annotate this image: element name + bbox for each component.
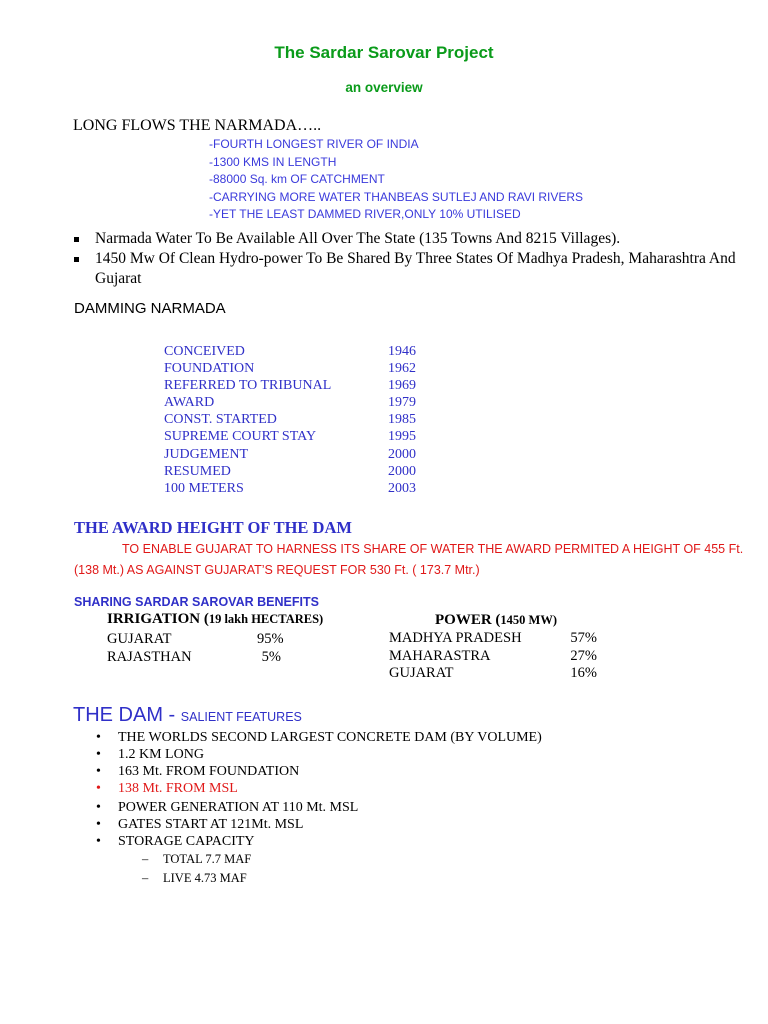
timeline-event: CONST. STARTED (164, 412, 277, 428)
bullet-icon: • (96, 834, 101, 849)
page-subtitle: an overview (345, 80, 423, 95)
timeline-row (164, 428, 416, 445)
bullet-icon: • (96, 730, 101, 745)
feature-text: GATES START AT 121Mt. MSL (118, 817, 304, 832)
state-share: 16% (570, 665, 597, 681)
timeline-event: CONCEIVED (164, 344, 245, 359)
fact-item: -1300 KMS IN LENGTH (209, 154, 337, 169)
feature-item (96, 833, 542, 850)
timeline-year: 1979 (388, 395, 416, 411)
fact-item: -88000 Sq. km OF CATCHMENT (209, 172, 385, 186)
timeline-row (164, 377, 416, 394)
sharing-heading: SHARING SARDAR SAROVAR BENEFITS (74, 595, 319, 609)
timeline-event: AWARD (164, 395, 215, 411)
timeline-year: 1995 (388, 429, 416, 445)
dam-heading-sub: SALIENT FEATURES (180, 710, 302, 724)
table-row (389, 630, 597, 648)
damming-heading: DAMMING NARMADA (74, 300, 226, 317)
bullet-icon: • (96, 747, 101, 762)
bullet-icon: • (96, 800, 101, 815)
power-table (389, 630, 597, 683)
fact-item: -CARRYING MORE WATER THANBEAS SUTLEJ AND RAVI RIVERS (209, 189, 584, 204)
irrigation-heading (107, 611, 323, 628)
timeline-event: RESUMED (164, 463, 231, 479)
bullet-icon: • (96, 817, 101, 832)
feature-item (96, 799, 542, 816)
timeline-row (164, 446, 416, 463)
fact-item: -YET THE LEAST DAMMED RIVER,ONLY 10% UTILISED (209, 207, 521, 221)
table-row (107, 648, 281, 666)
state-name: MAHARASTRA (389, 647, 491, 664)
timeline-event: REFERRED TO TRIBUNAL (164, 378, 332, 394)
power-heading (435, 612, 557, 629)
dam-features (96, 729, 542, 888)
storage-item (96, 869, 542, 888)
benefit-bullets (73, 229, 753, 289)
fact-item: -FOURTH LONGEST RIVER OF INDIA (209, 137, 419, 151)
timeline-row (164, 343, 416, 360)
table-row (389, 648, 597, 666)
storage-item (96, 850, 542, 869)
irrigation-table (107, 630, 284, 666)
timeline-year: 1962 (388, 361, 416, 377)
benefit-text: 1450 Mw Of Clean Hydro-power To Be Shared By Three States Of Madhya Pradesh, Maharashtra And Gujarat (95, 250, 736, 287)
timeline-year: 2003 (388, 480, 416, 496)
page-title: The Sardar Sarovar Project (274, 43, 494, 62)
timeline-year: 1946 (388, 344, 416, 359)
dash-icon: – (142, 852, 149, 866)
feature-text: THE WORLDS SECOND LARGEST CONCRETE DAM (BY VOLUME) (118, 730, 542, 745)
timeline-event: 100 METERS (164, 480, 244, 496)
timeline-year: 2000 (388, 463, 416, 479)
timeline-row (164, 463, 416, 480)
power-label: POWER ( (435, 612, 501, 628)
square-bullet-icon (74, 257, 79, 262)
timeline-row (164, 480, 416, 497)
state-share: 27% (570, 647, 597, 664)
state-share: 95% (257, 631, 284, 647)
square-bullet-icon (74, 237, 79, 242)
feature-item (96, 729, 542, 746)
bullet-icon: • (96, 781, 101, 796)
feature-item (96, 746, 542, 763)
table-row (107, 630, 284, 648)
feature-text: POWER GENERATION AT 110 Mt. MSL (118, 800, 359, 815)
table-row (389, 665, 597, 683)
award-heading: THE AWARD HEIGHT OF THE DAM (74, 518, 352, 537)
timeline-event: FOUNDATION (164, 361, 255, 377)
timeline-event: SUPREME COURT STAY (164, 429, 317, 445)
feature-item (96, 780, 542, 797)
dam-heading (73, 704, 302, 727)
narmada-heading: LONG FLOWS THE NARMADA….. (73, 117, 322, 134)
benefit-text: Narmada Water To Be Available All Over The State (135 Towns And 8215 Villages). (95, 230, 621, 247)
timeline-row (164, 360, 416, 377)
irrigation-label: IRRIGATION ( (107, 611, 209, 627)
state-name: GUJARAT (389, 665, 454, 681)
bullet-icon: • (96, 764, 101, 779)
state-name: GUJARAT (107, 631, 172, 647)
feature-item (96, 816, 542, 833)
dash-icon: – (142, 871, 149, 885)
dam-heading-main: THE DAM - (73, 704, 181, 726)
feature-text: 1.2 KM LONG (118, 747, 204, 762)
feature-text: 138 Mt. FROM MSL (118, 781, 238, 796)
power-detail: 1450 MW) (500, 613, 558, 627)
damming-timeline (164, 343, 416, 497)
state-share: 5% (261, 649, 281, 665)
benefit-bullet (73, 249, 753, 289)
feature-item (96, 763, 542, 780)
storage-text: LIVE 4.73 MAF (163, 871, 247, 885)
state-share: 57% (570, 630, 597, 646)
benefit-bullet (73, 229, 753, 249)
irrigation-detail: 19 lakh HECTARES) (208, 612, 324, 626)
state-name: MADHYA PRADESH (389, 630, 522, 646)
timeline-row (164, 411, 416, 428)
award-text: TO ENABLE GUJARAT TO HARNESS ITS SHARE OF WATER THE AWARD PERMITED A HEIGHT OF 455 Ft. (138 Mt.) AS AGAINST GUJARAT’S REQUEST FOR 530 Ft. ( 173.7 Mtr.) (74, 542, 744, 577)
feature-text: 163 Mt. FROM FOUNDATION (118, 764, 300, 779)
state-name: RAJASTHAN (107, 649, 192, 665)
timeline-event: JUDGEMENT (164, 446, 248, 462)
storage-text: TOTAL 7.7 MAF (163, 852, 252, 866)
feature-text: STORAGE CAPACITY (118, 834, 255, 849)
timeline-year: 1969 (388, 378, 416, 394)
narmada-facts (209, 136, 583, 224)
timeline-year: 1985 (388, 412, 416, 428)
timeline-year: 2000 (388, 446, 416, 462)
timeline-row (164, 394, 416, 411)
